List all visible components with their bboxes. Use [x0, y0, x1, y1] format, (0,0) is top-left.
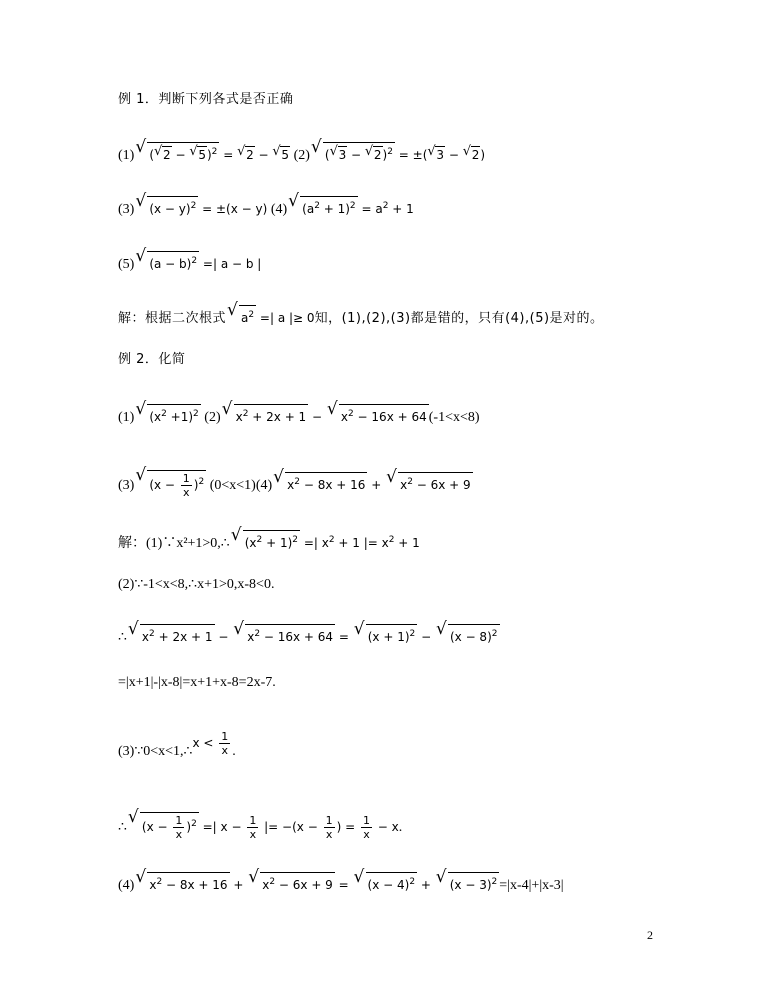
- solution-prefix: 解：(1)∵x²+1>0,∴: [118, 536, 230, 551]
- therefore-symbol: ∴: [118, 820, 127, 835]
- example2-solution-2-line3: =|x+1|-|x-8|=x+1+x-8=2x-7.: [118, 675, 276, 690]
- example2-heading: 例 2．化简: [118, 352, 186, 367]
- solution-result: =|x-4|+|x-3|: [499, 878, 564, 893]
- formula: √ $x^2 + 2x + 1$ − √ $x^2 - 16x + 64$: [221, 410, 429, 424]
- formula: √ $(a - b)^2$ =| a − b |: [134, 257, 261, 271]
- example1-heading: 例 1．判断下列各式是否正确: [118, 92, 294, 107]
- formula: √ $(x^2 +1)^2$: [134, 410, 200, 424]
- formula: √ $(x^2 + 1)^2$ =| $x^2 + 1$ |= $x^2 + 1$: [230, 536, 420, 550]
- formula: √ (√ 2 − √ 5)$^2$ = √ 2 − √ 5: [134, 148, 290, 162]
- example1-items-1-2: [118, 142, 485, 164]
- solution-suffix: 知，(1),(2),(3)都是错的，只有(4),(5)是对的。: [314, 311, 604, 326]
- formula: √ $x^2 + 2x + 1$ − √ $x^2 - 16x + 64$ = √ $(x + 1)^2$ − √ $(x - 8)^2$: [127, 630, 500, 644]
- formula: x < $\frac{1}{x}$: [192, 730, 229, 757]
- item-label: (3): [118, 202, 135, 217]
- page-number: 2: [647, 928, 653, 942]
- formula: √ $(a^2 + 1)^2 = a^2 + 1$: [287, 202, 414, 216]
- period: .: [398, 820, 403, 835]
- condition: (0<x<1): [209, 478, 256, 493]
- formula: √ $a^2$ =| a |≥ 0: [226, 311, 315, 325]
- formula: √ $x^2 - 8x + 16$ + √ $x^2 - 6x + 9$ = √ $(x - 4)^2$ + √ $(x - 3)^2$: [134, 878, 499, 892]
- therefore-symbol: ∴: [118, 630, 127, 645]
- formula: √ $(x - y)^2 = \pm(x - y)$: [134, 202, 267, 216]
- item-label: (3): [118, 478, 135, 493]
- item-label: (4): [270, 202, 288, 217]
- item-label: (1): [118, 148, 135, 163]
- formula: √ (√ 3 − √ 2)$^2$ = ±(√ 3 − √ 2): [310, 148, 485, 162]
- formula: √ $x^2 - 8x + 16$ + √ $x^2 - 6x + 9$: [272, 478, 473, 492]
- example2-items-3-4: [118, 470, 473, 499]
- example1-solution: [118, 305, 604, 327]
- item-label: (2): [204, 410, 221, 425]
- item-label: (2): [293, 148, 310, 163]
- example2-solution-1: [118, 530, 420, 552]
- condition: (-1<x<8): [428, 410, 480, 425]
- example2-solution-2-line1: (2)∵-1<x<8,∴x+1>0,x-8<0.: [118, 577, 275, 592]
- example2-solution-3-line2: [118, 812, 402, 841]
- formula: √ (x − $\frac{1}{x}$ )$^2$ =| x − $\frac{1}{x}$ |= −(x − $\frac{1}{x}$ ) = $\frac{1}{x}$ − x: [127, 820, 399, 834]
- item-label: (1): [118, 410, 135, 425]
- formula: √ (x − $\frac{1}{x}$ )$^2$: [134, 478, 206, 492]
- example2-items-1-2: [118, 404, 480, 426]
- example1-items-3-4: [118, 196, 414, 218]
- item-label: (5): [118, 257, 135, 272]
- solution-prefix: (3)∵0<x<1,∴: [118, 744, 193, 759]
- item-label: (4): [118, 878, 135, 893]
- solution-prefix: 解：根据二次根式: [118, 311, 227, 326]
- example2-solution-3-line1: [118, 730, 236, 765]
- item-label: (4): [255, 478, 273, 493]
- example1-item-5: [118, 251, 261, 273]
- period: .: [232, 744, 236, 759]
- example2-solution-4: [118, 872, 564, 894]
- example2-solution-2-line2: [118, 624, 500, 646]
